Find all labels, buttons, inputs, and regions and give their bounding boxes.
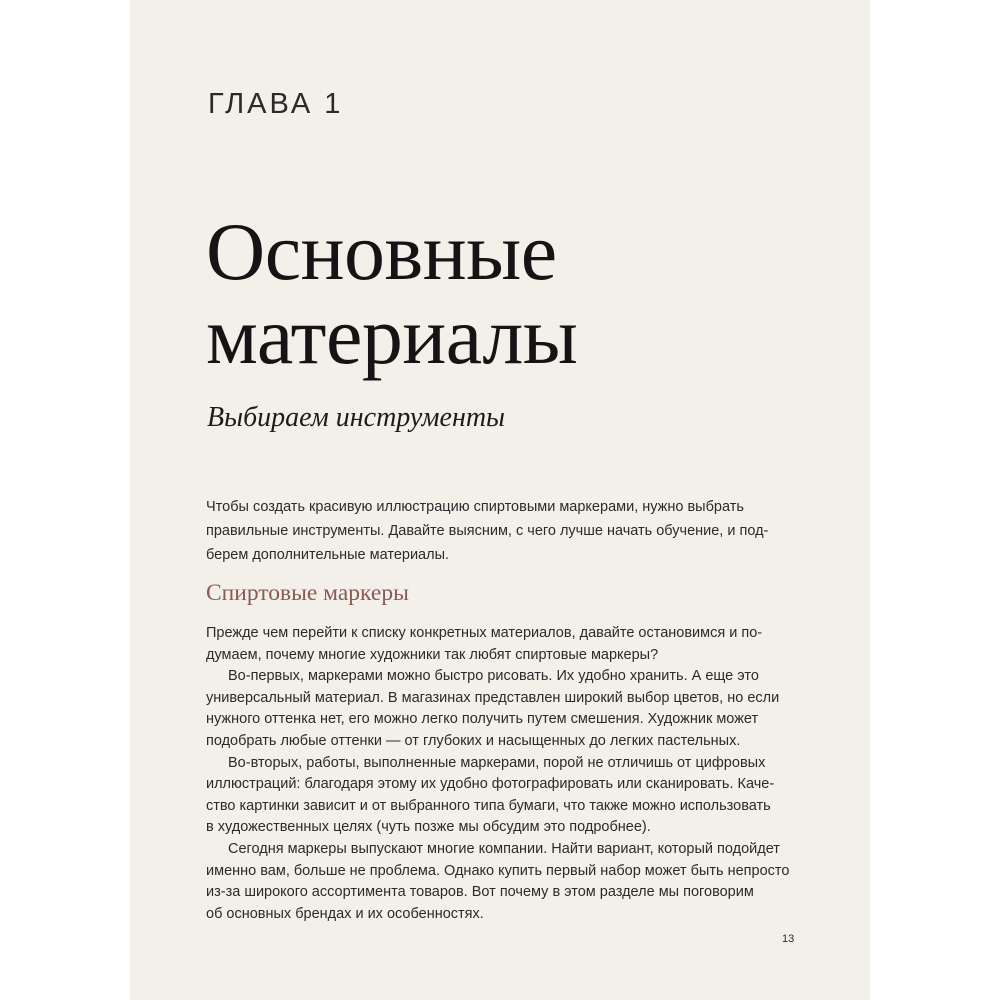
body-text — [206, 623, 790, 925]
paragraph-line: нужного оттенка нет, его можно легко получить путем смешения. Художник может — [206, 711, 759, 728]
paragraph-line: иллюстраций: благодаря этому их удобно фотографировать или сканировать. Каче- — [206, 776, 775, 793]
paragraph — [206, 839, 790, 925]
paragraph — [206, 666, 780, 752]
paragraph-line: универсальный материал. В магазинах представлен широкий выбор цветов, но если — [206, 689, 780, 706]
chapter-title-line-1: Основные — [206, 206, 557, 297]
page-number: 13 — [782, 933, 795, 945]
intro-line: Чтобы создать красивую иллюстрацию спиртовыми маркерами, нужно выбрать — [206, 499, 744, 515]
paragraph-line: ство картинки зависит и от выбранного типа бумаги, что также можно использовать — [206, 797, 771, 814]
paragraph-line: из-за широкого ассортимента товаров. Вот почему в этом разделе мы поговорим — [206, 884, 754, 901]
paragraph-line: думаем, почему многие художники так любят спиртовые маркеры? — [206, 646, 659, 663]
paragraph-line: подобрать любые оттенки — от глубоких и насыщенных до легких пастельных. — [206, 732, 741, 749]
intro-line: берем дополнительные материалы. — [206, 547, 450, 563]
book-page — [130, 0, 870, 1000]
paragraph-line: Во-первых, маркерами можно быстро рисовать. Их удобно хранить. А еще это — [228, 668, 759, 685]
paragraph-line: именно вам, больше не проблема. Однако купить первый набор может быть непросто — [206, 862, 790, 879]
paragraph-line: Сегодня маркеры выпускают многие компании. Найти вариант, который подойдет — [228, 840, 780, 857]
paragraph-line: об основных брендах и их особенностях. — [206, 905, 484, 922]
paragraph-line: Во-вторых, работы, выполненные маркерами, порой не отличишь от цифровых — [228, 754, 766, 771]
chapter-title — [206, 206, 578, 381]
chapter-label: ГЛАВА 1 — [208, 88, 344, 120]
chapter-subtitle: Выбираем инструменты — [207, 402, 506, 433]
paragraph — [206, 753, 775, 839]
intro-line: правильные инструменты. Давайте выясним, с чего лучше начать обучение, и под- — [206, 523, 769, 539]
paragraph — [206, 623, 763, 666]
chapter-title-line-2: материалы — [206, 290, 578, 381]
section-heading: Спиртовые маркеры — [206, 580, 409, 606]
paragraph-line: в художественных целях (чуть позже мы обсудим это подробнее). — [206, 819, 651, 836]
paragraph-line: Прежде чем перейти к списку конкретных материалов, давайте остановимся и по- — [206, 625, 763, 641]
intro-paragraph — [206, 495, 769, 567]
